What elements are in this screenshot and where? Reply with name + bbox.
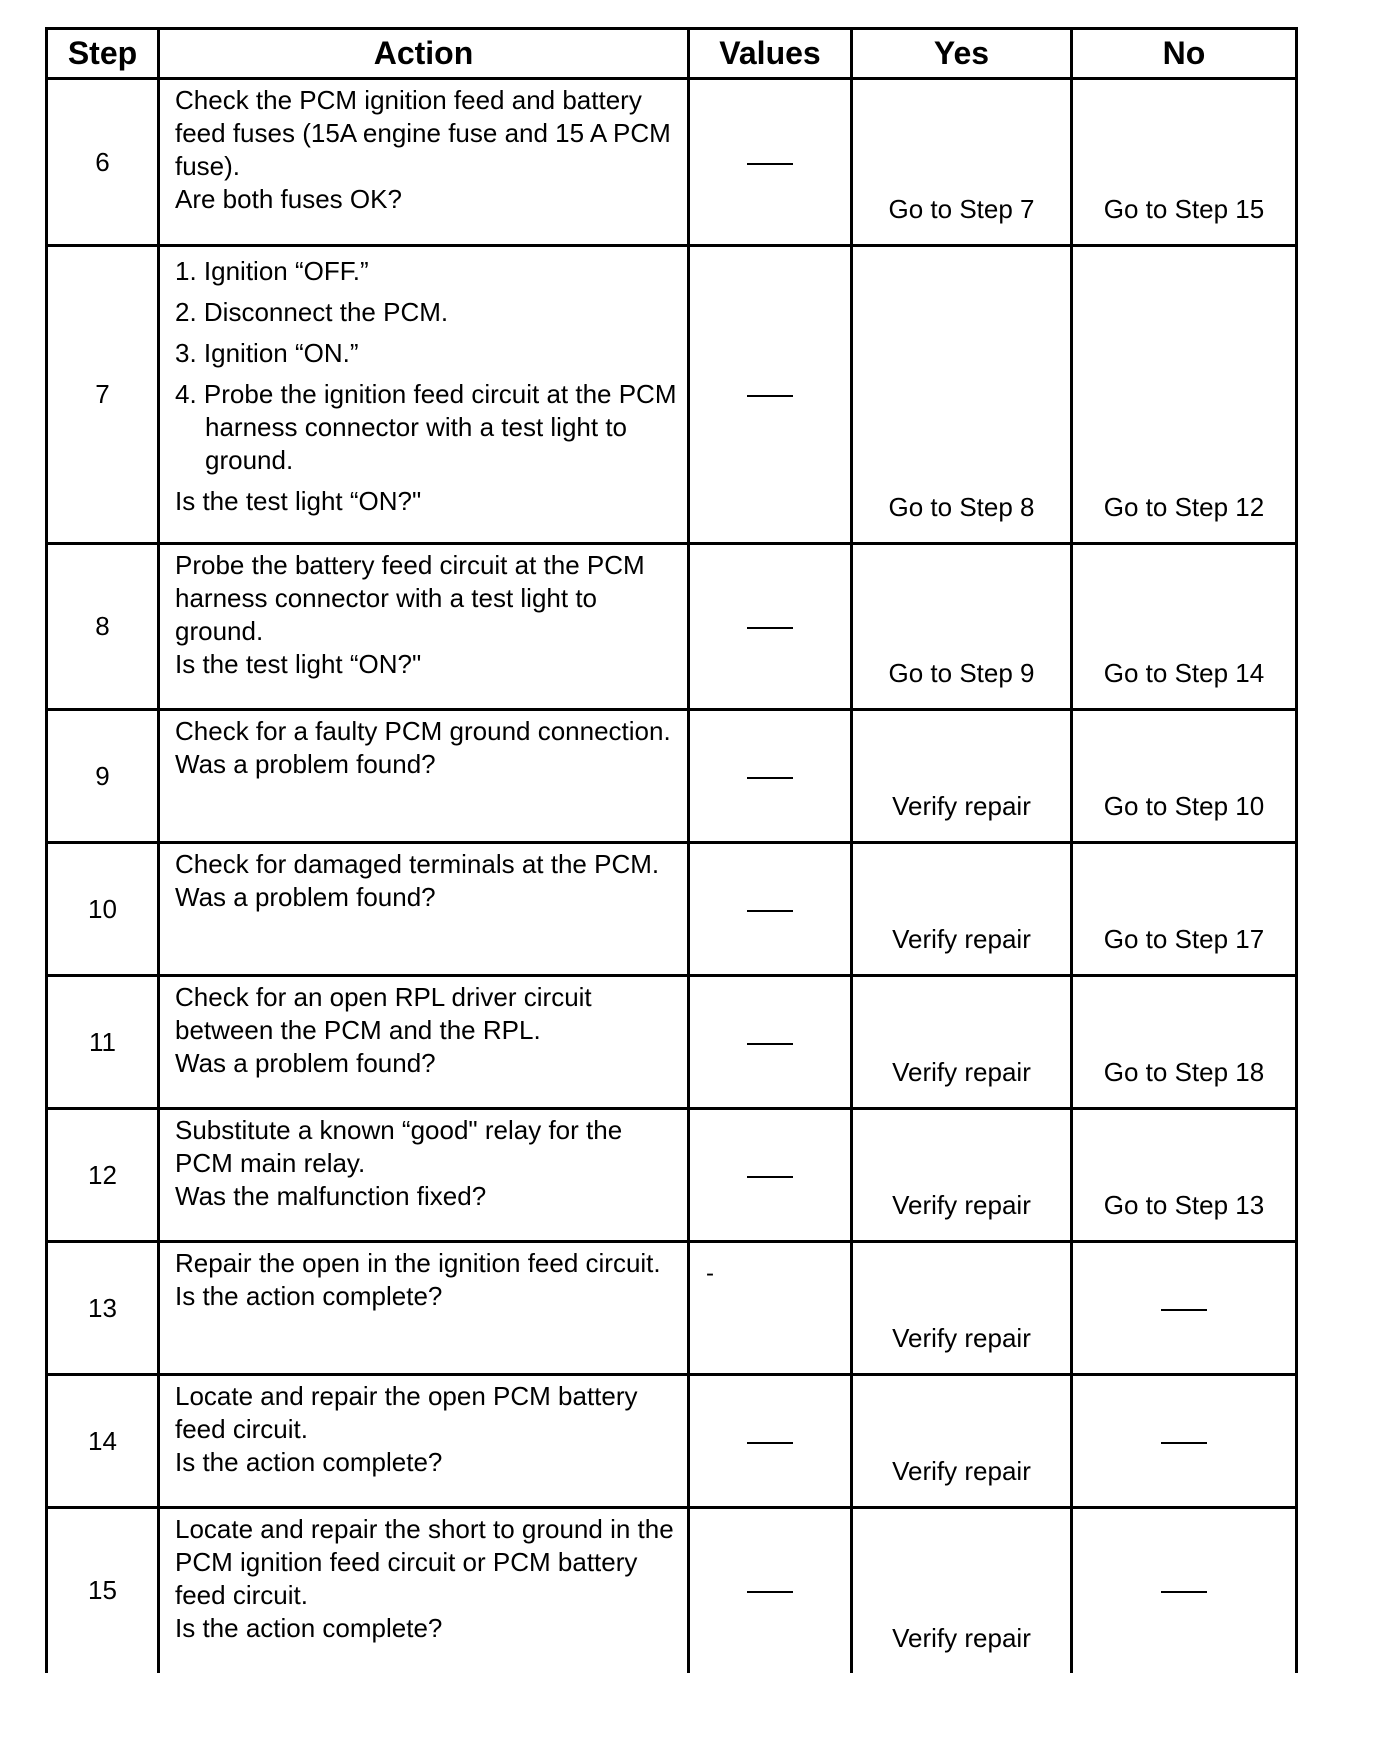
list-item: 3. Ignition “ON.” [175, 338, 359, 368]
action-question: Is the action complete? [175, 1613, 443, 1643]
header-action: Action [159, 29, 689, 79]
action-text: Locate and repair the short to ground in the PCM ignition feed circuit or PCM battery feed circuit. [175, 1514, 674, 1610]
step-number: 14 [47, 1375, 159, 1508]
dash-mark [747, 627, 793, 629]
list-item: 1. Ignition “OFF.” [175, 256, 369, 286]
action-cell [159, 246, 689, 544]
action-cell [159, 843, 689, 976]
dash-mark [1161, 1442, 1207, 1444]
action-cell [159, 544, 689, 710]
no-cell: Go to Step 10 [1072, 710, 1297, 843]
dash-mark [747, 777, 793, 779]
header-step: Step [47, 29, 159, 79]
values-cell [689, 544, 852, 710]
action-question: Was a problem found? [175, 749, 436, 779]
table-row [47, 1375, 1297, 1508]
yes-cell: Verify repair [852, 1375, 1072, 1508]
action-text: Repair the open in the ignition feed circuit. [175, 1248, 661, 1278]
table-row [47, 246, 1297, 544]
action-question: Was the malfunction fixed? [175, 1181, 487, 1211]
action-question: Are both fuses OK? [175, 184, 402, 214]
action-text: Locate and repair the open PCM battery feed circuit. [175, 1381, 638, 1444]
action-text: Check for an open RPL driver circuit between the PCM and the RPL. [175, 982, 592, 1045]
values-cell [689, 976, 852, 1109]
values-cell [689, 1375, 852, 1508]
yes-cell: Go to Step 8 [852, 246, 1072, 544]
table-row [47, 79, 1297, 246]
table-row [47, 1109, 1297, 1242]
values-cell [689, 1508, 852, 1673]
values-mark: - [706, 1260, 714, 1287]
no-cell: Go to Step 15 [1072, 79, 1297, 246]
dash-mark [747, 1176, 793, 1178]
action-cell [159, 1508, 689, 1673]
dash-mark [747, 1043, 793, 1045]
action-cell [159, 1109, 689, 1242]
no-cell: Go to Step 14 [1072, 544, 1297, 710]
step-number: 15 [47, 1508, 159, 1673]
action-cell [159, 710, 689, 843]
table-row [47, 843, 1297, 976]
action-question: Is the action complete? [175, 1281, 443, 1311]
no-cell [1072, 1508, 1297, 1673]
values-cell [689, 843, 852, 976]
values-cell [689, 1109, 852, 1242]
dash-mark [747, 395, 793, 397]
no-cell: Go to Step 12 [1072, 246, 1297, 544]
values-cell [689, 246, 852, 544]
action-text: Substitute a known “good" relay for the PCM main relay. [175, 1115, 623, 1178]
action-question: Is the test light “ON?" [175, 649, 422, 679]
action-question: Is the action complete? [175, 1447, 443, 1477]
diagnostic-table [45, 27, 1298, 1673]
header-row [47, 29, 1297, 79]
values-cell [689, 79, 852, 246]
action-question: Was a problem found? [175, 1048, 436, 1078]
step-number: 8 [47, 544, 159, 710]
action-question: Is the test light “ON?" [175, 486, 422, 516]
step-number: 9 [47, 710, 159, 843]
table-row [47, 710, 1297, 843]
no-cell: Go to Step 17 [1072, 843, 1297, 976]
action-cell [159, 79, 689, 246]
header-values: Values [689, 29, 852, 79]
step-number: 12 [47, 1109, 159, 1242]
action-cell [159, 976, 689, 1109]
dash-mark [1161, 1309, 1207, 1311]
yes-cell: Verify repair [852, 710, 1072, 843]
yes-cell: Verify repair [852, 1109, 1072, 1242]
dash-mark [747, 910, 793, 912]
action-text: Check for damaged terminals at the PCM. [175, 849, 660, 879]
dash-mark [747, 163, 793, 165]
yes-cell: Verify repair [852, 1508, 1072, 1673]
action-cell [159, 1242, 689, 1375]
yes-cell: Go to Step 9 [852, 544, 1072, 710]
dash-mark [747, 1442, 793, 1444]
no-cell: Go to Step 13 [1072, 1109, 1297, 1242]
step-number: 10 [47, 843, 159, 976]
dash-mark [747, 1591, 793, 1593]
header-yes: Yes [852, 29, 1072, 79]
list-item: 2. Disconnect the PCM. [175, 297, 449, 327]
action-cell [159, 1375, 689, 1508]
action-text: Probe the battery feed circuit at the PCM harness connector with a test light to ground. [175, 550, 645, 646]
values-cell [689, 710, 852, 843]
no-cell [1072, 1375, 1297, 1508]
table-row [47, 544, 1297, 710]
dash-mark [1161, 1591, 1207, 1593]
values-cell [689, 1242, 852, 1375]
action-text: Check the PCM ignition feed and battery feed fuses (15A engine fuse and 15 A PCM fuse). [175, 85, 671, 181]
no-cell: Go to Step 18 [1072, 976, 1297, 1109]
yes-cell: Go to Step 7 [852, 79, 1072, 246]
header-no: No [1072, 29, 1297, 79]
step-number: 13 [47, 1242, 159, 1375]
action-text: Check for a faulty PCM ground connection. [175, 716, 671, 746]
no-cell [1072, 1242, 1297, 1375]
action-question: Was a problem found? [175, 882, 436, 912]
step-number: 7 [47, 246, 159, 544]
step-number: 6 [47, 79, 159, 246]
table-row [47, 1242, 1297, 1375]
yes-cell: Verify repair [852, 843, 1072, 976]
yes-cell: Verify repair [852, 1242, 1072, 1375]
yes-cell: Verify repair [852, 976, 1072, 1109]
table-row [47, 1508, 1297, 1673]
action-steps-list [175, 255, 677, 477]
list-item: 4. Probe the ignition feed circuit at the PCM harness connector with a test light to ground. [175, 379, 677, 475]
step-number: 11 [47, 976, 159, 1109]
table-row [47, 976, 1297, 1109]
